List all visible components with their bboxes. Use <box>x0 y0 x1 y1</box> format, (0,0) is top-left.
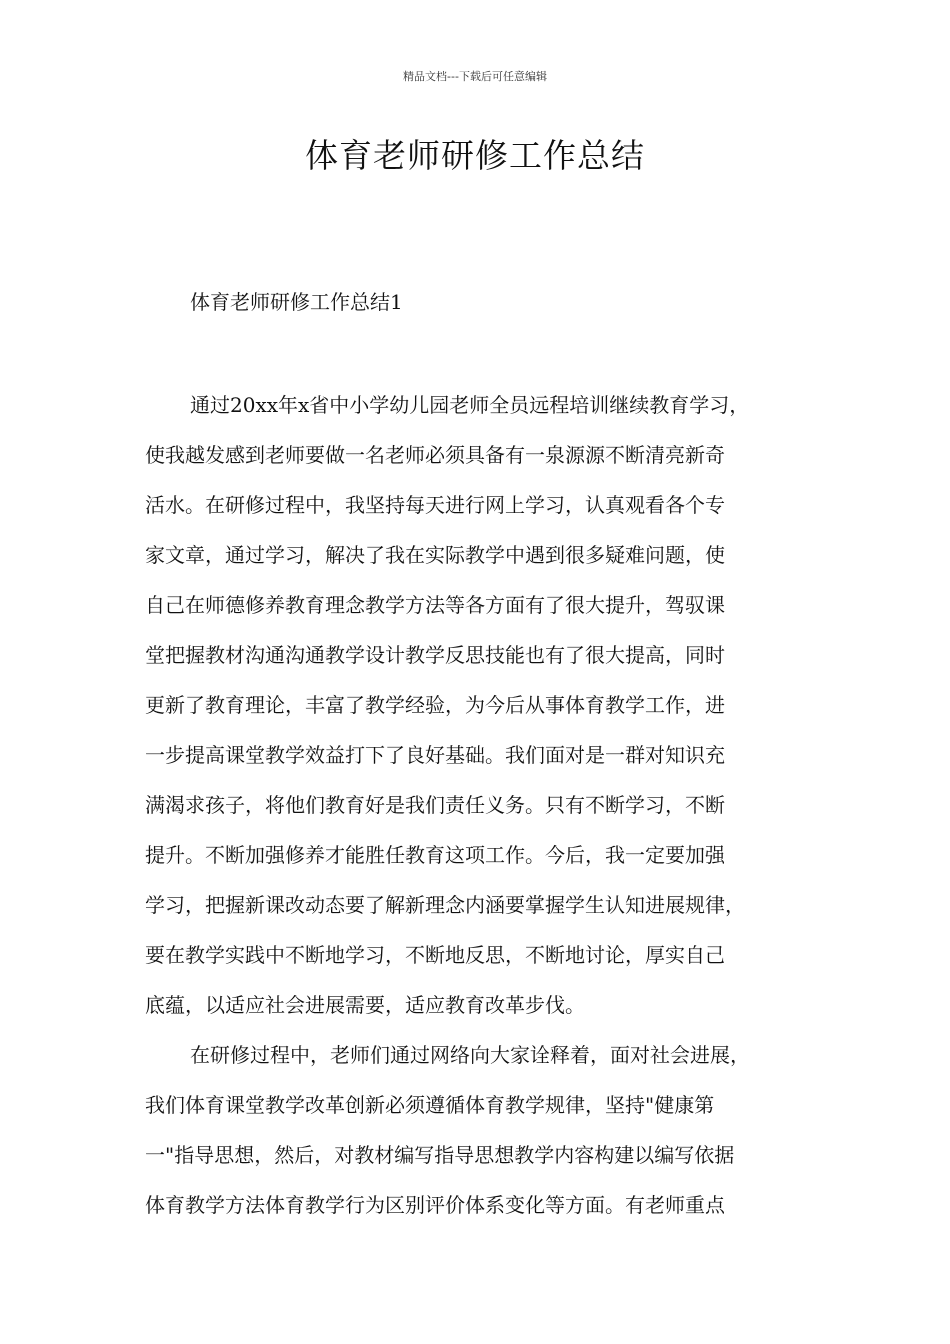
paragraph-line: 更新了教育理论，丰富了教学经验，为今后从事体育教学工作，进 <box>145 693 725 717</box>
paragraph-line: 自己在师德修养教育理念教学方法等各方面有了很大提升，驾驭课 <box>145 593 725 617</box>
section-heading: 体育老师研修工作总结1 <box>190 290 403 314</box>
paragraph-line: 在研修过程中，老师们通过网络向大家诠释着，面对社会进展， <box>190 1043 750 1067</box>
paragraph-line: 使我越发感到老师要做一名老师必须具备有一泉源源不断清亮新奇 <box>145 443 725 467</box>
paragraph-line: 一步提高课堂教学效益打下了良好基础。我们面对是一群对知识充 <box>145 743 725 767</box>
header-note: 精品文档---下载后可任意编辑 <box>403 70 547 83</box>
paragraph-line: 满渴求孩子，将他们教育好是我们责任义务。只有不断学习，不断 <box>145 793 725 817</box>
body-text <box>145 380 817 1230</box>
document-title: 体育老师研修工作总结 <box>305 136 645 175</box>
paragraph-line: 要在教学实践中不断地学习，不断地反思，不断地讨论，厚实自己 <box>145 943 725 967</box>
paragraph-2 <box>145 1030 817 1230</box>
paragraph-line: 活水。在研修过程中，我坚持每天进行网上学习，认真观看各个专 <box>145 493 725 517</box>
paragraph-line: 底蕴，以适应社会进展需要，适应教育改革步伐。 <box>145 993 585 1017</box>
paragraph-line: 提升。不断加强修养才能胜任教育这项工作。今后，我一定要加强 <box>145 843 725 867</box>
paragraph-line: 家文章，通过学习，解决了我在实际教学中遇到很多疑难问题，使 <box>145 543 725 567</box>
paragraph-line: 体育教学方法体育教学行为区别评价体系变化等方面。有老师重点 <box>145 1193 725 1217</box>
paragraph-line: 通过20xx年x省中小学幼儿园老师全员远程培训继续教育学习， <box>190 393 750 417</box>
paragraph-line: 一"指导思想，然后，对教材编写指导思想教学内容构建以编写依据 <box>145 1143 735 1167</box>
paragraph-1 <box>145 380 817 1030</box>
paragraph-line: 堂把握教材沟通沟通教学设计教学反思技能也有了很大提高，同时 <box>145 643 725 667</box>
paragraph-line: 学习，把握新课改动态要了解新理念内涵要掌握学生认知进展规律， <box>145 893 745 917</box>
paragraph-line: 我们体育课堂教学改革创新必须遵循体育教学规律，坚持"健康第 <box>145 1093 715 1117</box>
